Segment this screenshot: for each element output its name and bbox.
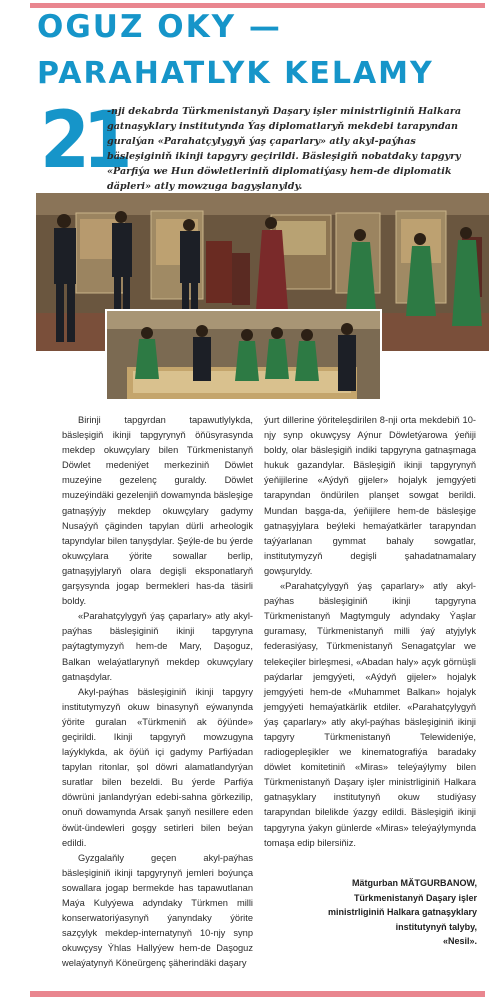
author-role-line: Türkmenistanyň Daşary işler (353, 892, 477, 903)
article-paragraph: Gyzgalaňly geçen akyl-paýhas bäsleşiginiň ikinji tapgyrynyň jemleri boýunça sowallara jogap bermekde has tapawutlanan Maýa Kulyýewa adyndaky Türkmen milli konserwatoriýasynyň ýanyndaky ýörite sazçylyk mekdep-internatynyň 10-njy synp okuwçysy Ýhlas Hallyýew hem-de Daşoguz welaýatynyň Köneürgenç şäherindäki daşary (62, 852, 253, 969)
article-paragraph: Akyl-paýhas bäsleşiginiň ikinji tapgyry institutymyzyň okuw binasynyň eýwanynda ýörite guralan «Türkmeniň ak öýünde» geçirildi. Ikinji tapgyryň mowzugyna laýyklykda, ak öýüň içi gadymy Parfiýadan tapylan ritonlar, şol döwri alamatlandyrýan suratlar bilen bezeldi. Bu ýerde Parfiýa döwrüni janlandyrýan edebi-sahna görkezilip, onuň dowamynda Arsak şanyň nesillere eden öwüt-ündewleri goşgy setirleri bilen beýan edildi. (62, 686, 253, 848)
article-left-column (62, 413, 253, 971)
author-role-line: institutynyň talyby, (395, 921, 477, 932)
article-paragraph: Birinji tapgyrdan tapawutlylykda, bäsleşigiň ikinji tapgyrynyň öňüsyrasynda mekdep okuwçylary bilen Türkmenistanyň Döwlet medeniýet merkeziniň Döwlet muzeýine gezelenç guraldy. Döwlet muzeýindäki gezelenjiň dowamynda bäsleşige gatnaşýyjy mekdep okuwçylary gadymy Nusaýyň çäginden tapylan dürli arheologik tapyndylar bilen tanyşdylar. Şeýle-de bu ýerde okuwçylara ýörite sowallar berlip, gatnaşyjylaryň olara degişli eksponatlaryň garşysynda jogap bermekleri has-da täsirli boldy. (62, 415, 253, 607)
intro-dropcap-number: 21 (40, 96, 126, 186)
author-signature (277, 876, 477, 949)
intro-lead-paragraph: -nji dekabrda Türkmenistanyň Daşary işler ministrliginiň Halkara gatnaşyklary institutynda Ýaş diplomatlaryň mekdebi tarapyndan guralýan «Parahatçylygyň ýaş çaparlary» atly akyl-paýhas bäsleşiginiň ikinji tapgyry geçirildi. Bäsleşigiň nobatdaky tapgyry «Parfiýa we Hun döwletleriniň diplomatiýasy hem-de diplomatik däpleri» atly mowzuga bagyşlanyldy. (107, 106, 462, 192)
headline-line-2: PARAHATLYK KELAMY (37, 56, 434, 91)
publication-name: «Nesil». (442, 936, 477, 946)
bottom-decorative-rule (30, 991, 485, 997)
display-case-illustration (107, 311, 380, 399)
author-role-line: ministrliginiň Halkara gatnaşyklary (327, 907, 477, 917)
author-name: Mätgurban MÄTGURBANOW, (352, 878, 477, 888)
article-paragraph: ýurt dillerine ýöriteleşdirilen 8-nji orta mekdebiň 10-njy synp okuwçysy Aýnur Döwletýarowa ýeňiji boldy, olar bäsleşigiň indiki tapgyryna gatnaşmaga hukuk gazandylar. Bäsleşigiň ikinji tapgyrynyň ýeňijilerine «Aýdyň gijeler» hojalyk jemgyýeti tarapyndan öndürilen planşet sowgat berildi. Mundan başga-da, ýeňijilere hem-de bäsleşige gatnaşyjylara beýleki hemaýatkärler tarapyndan taýýarlanan gymmat bahaly sowgatlar, institutymyzyň degişli şahadatnamalary gowşuryldy. (264, 415, 476, 576)
article-right-column (264, 413, 476, 851)
article-paragraph: «Parahatçylygyň ýaş çaparlary» atly akyl-paýhas bäsleşiginiň ikinji tapgyryna Türkmenistanyň Magtymguly adyndaky Ýaşlar guramasy, Türkmenistanyň milli ýaý atyjylyk federasiýasy, Türkmenistanyň Senagatçylar we telekeçiler birleşmesi, «Abadan haly» açyk görnüşli paýdarlar jemgyýeti, «Aýdyň gijeler» hojalyk jemgyýeti hem-de «Muhammet Balkan» hojalyk jemgyýeti hemaýatkärlik etdiler. «Parahatçylygyň ýaş çaparlary» atly akyl-paýhas bäsleşiginiň ikinji tapgyry Türkmenistanyň Telewideniýe, radiogepleşikler we kinematografiýa baradaky döwlet komitetiniň «Miras» teleýaýlymy bilen Türkmenistanyň Daşary işler ministrliginiň Halkara gatnaşyklary institutynyň okuw studiýasy tarapyndan bilelikde ýazgy edildi. Bäsleşigiň ikinji tapgyryna ýakyn günlerde «Miras» teleýaýlymynda tomaşa edip bilersiňiz. (264, 581, 476, 848)
headline-line-1: OGUZ OKY — (37, 9, 282, 45)
article-paragraph: «Parahatçylygyň ýaş çaparlary» atly akyl-paýhas bäsleşiginiň ikinji tapgyryna paýtagtymyzyň hem-de Mary, Daşoguz, Balkan welaýatlarynyň mekdep okuwçylary gatnaşdylar. (62, 611, 253, 682)
top-decorative-rule (30, 3, 485, 8)
students-display-case-photo (105, 309, 382, 401)
